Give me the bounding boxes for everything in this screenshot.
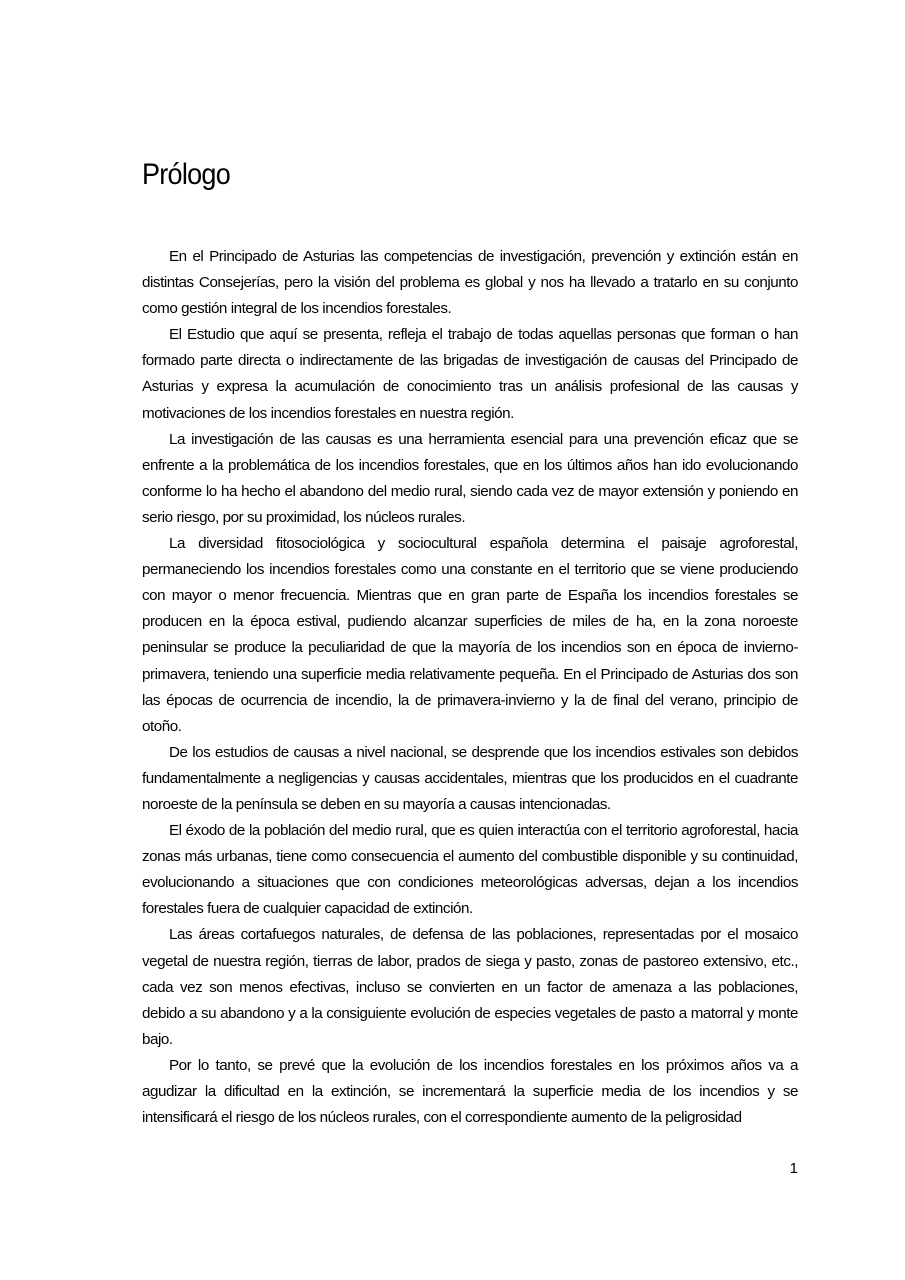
paragraph: El éxodo de la población del medio rural, que es quien interactúa con el territorio agroforestal, hacia zonas más urbanas, tiene como consecuencia el aumento del combustible disponible y su continuidad, evolucionando a situaciones que con condiciones meteorológicas adversas, dejan a los incendios forestales fuera de cualquier capacidad de extinción. <box>142 822 798 918</box>
page-number: 1 <box>789 1160 798 1177</box>
page-title: Prólogo <box>142 158 231 191</box>
paragraph: Las áreas cortafuegos naturales, de defensa de las poblaciones, representadas por el mosaico vegetal de nuestra región, tierras de labor, prados de siega y pasto, zonas de pastoreo extensivo, etc., cada vez son menos efectivas, incluso se convierten en un factor de amenaza a las poblaciones, debido a su abandono y a la consiguiente evolución de especies vegetales de pasto a matorral y monte bajo. <box>142 926 798 1048</box>
paragraph: De los estudios de causas a nivel nacional, se desprende que los incendios estivales son debidos fundamentalmente a negligencias y causas accidentales, mientras que los producidos en el cuadrante noroeste de la península se deben en su mayoría a causas intencionadas. <box>142 743 798 813</box>
paragraph: El Estudio que aquí se presenta, refleja el trabajo de todas aquellas personas que forman o han formado parte directa o indirectamente de las brigadas de investigación de causas del Principado de Asturias y expresa la acumulación de conocimiento tras un análisis profesional de las causas y motivaciones de los incendios forestales en nuestra región. <box>142 326 798 422</box>
paragraph: En el Principado de Asturias las competencias de investigación, prevención y extinción están en distintas Consejerías, pero la visión del problema es global y nos ha llevado a tratarlo en su conjunto como gestión integral de los incendios forestales. <box>142 248 798 318</box>
body-text <box>142 244 798 1131</box>
paragraph: Por lo tanto, se prevé que la evolución de los incendios forestales en los próximos años va a agudizar la dificultad en la extinción, se incrementará la superficie media de los incendios y se intensificará el riesgo de los núcleos rurales, con el correspondiente aumento de la peligrosidad <box>142 1056 798 1127</box>
paragraph: La diversidad fitosociológica y sociocultural española determina el paisaje agroforestal, permaneciendo los incendios forestales como una constante en el territorio que se viene produciendo con mayor o menor frecuencia. Mientras que en gran parte de España los incendios forestales se producen en la época estival, pudiendo alcanzar superficies de miles de ha, en la zona noroeste peninsular se produce la peculiaridad de que la mayoría de los incendios son en época de invierno-primavera, teniendo una superficie media relativamente pequeña. En el Principado de Asturias dos son las épocas de ocurrencia de incendio, la de primavera-invierno y la de final del verano, principio de otoño. <box>142 535 798 735</box>
paragraph: La investigación de las causas es una herramienta esencial para una prevención eficaz que se enfrente a la problemática de los incendios forestales, que en los últimos años han ido evolucionando conforme lo ha hecho el abandono del medio rural, siendo cada vez de mayor extensión y poniendo en serio riesgo, por su proximidad, los núcleos rurales. <box>142 430 798 526</box>
